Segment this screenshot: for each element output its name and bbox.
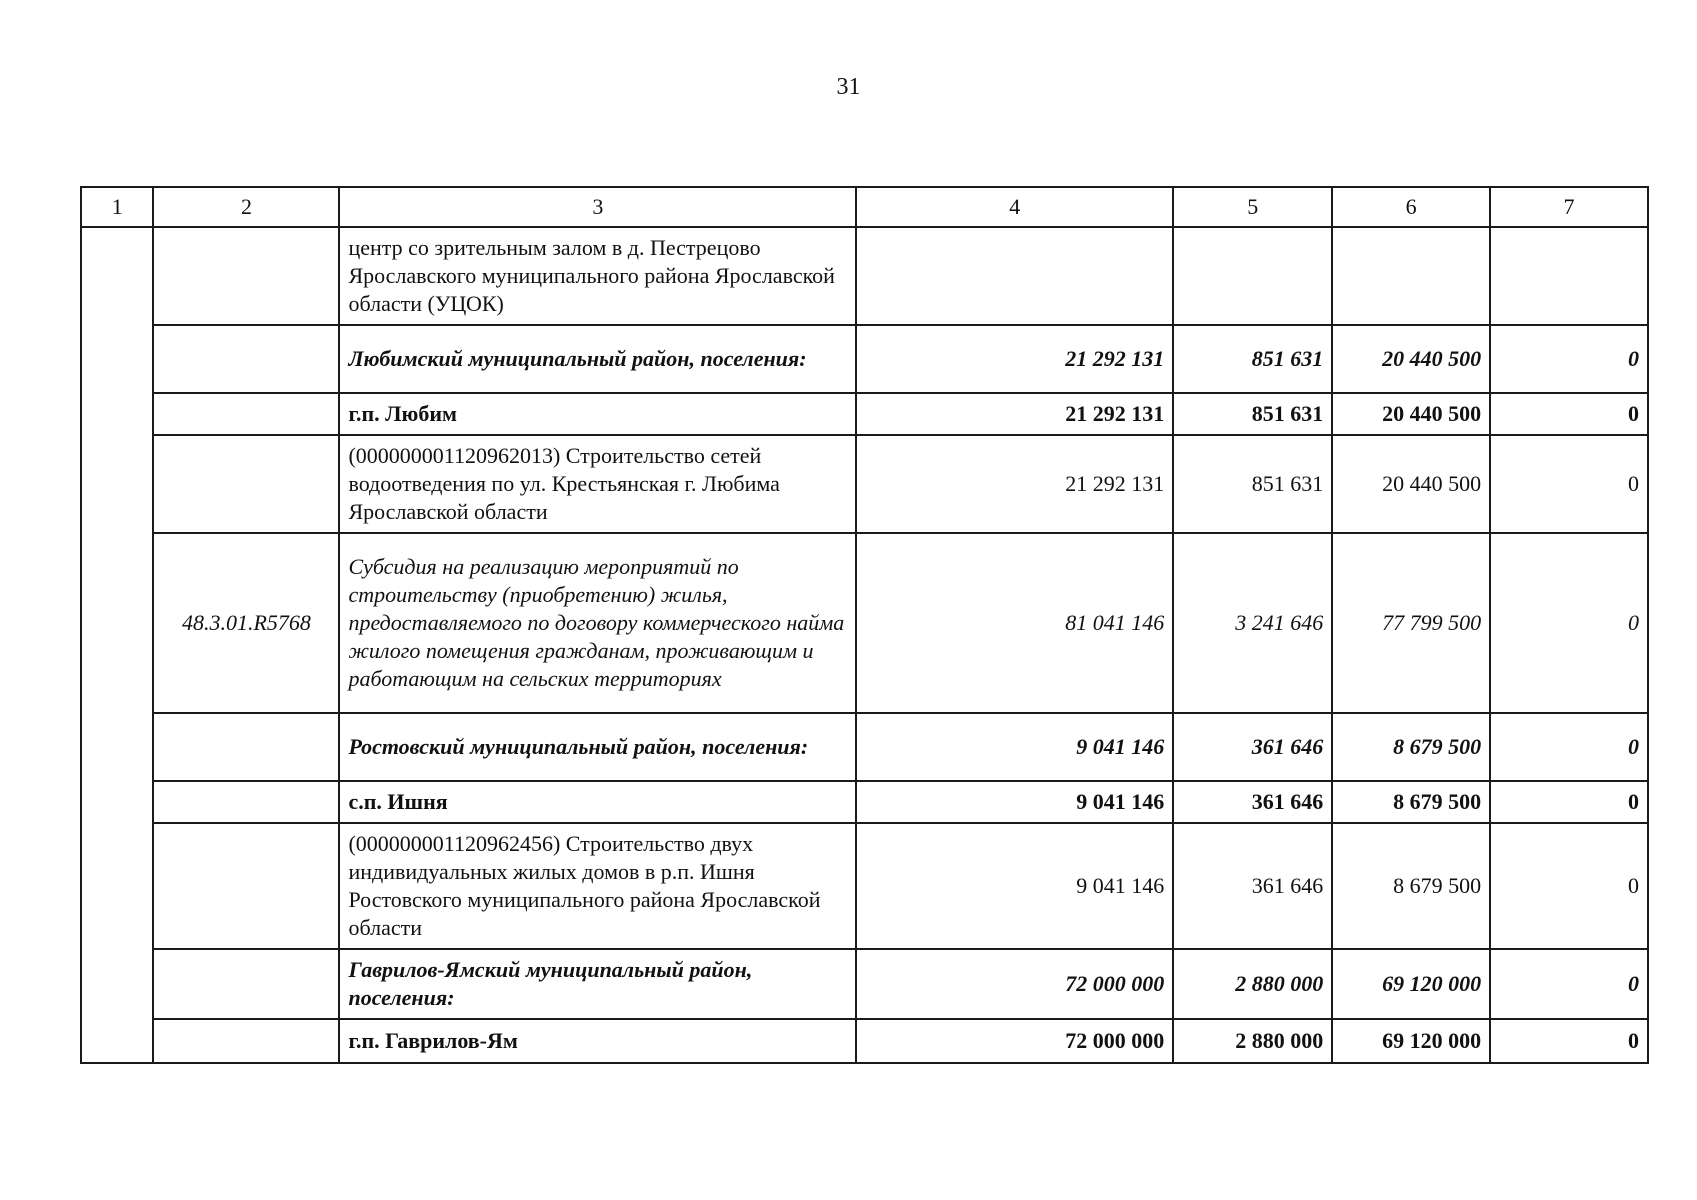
row-number-cell (81, 325, 153, 393)
row-col4-cell: 21 292 131 (856, 325, 1173, 393)
row-col6-cell: 69 120 000 (1332, 949, 1490, 1019)
row-col5-cell (1173, 227, 1332, 325)
row-name-cell: центр со зрительным залом в д. Пестрецово Ярославского муниципального района Ярославской области (УЦОК) (339, 227, 856, 325)
row-col5-cell: 361 646 (1173, 823, 1332, 949)
row-col7-cell: 0 (1490, 325, 1648, 393)
row-name-cell: с.п. Ишня (339, 781, 856, 823)
row-col6-cell: 77 799 500 (1332, 533, 1490, 713)
row-number-cell (81, 781, 153, 823)
table-row (81, 781, 1648, 823)
row-col7-cell: 0 (1490, 533, 1648, 713)
row-number-cell (81, 393, 153, 435)
table-row (81, 227, 1648, 325)
row-name-cell: (000000001120962013) Строительство сетей водоотведения по ул. Крестьянская г. Любима Ярославской области (339, 435, 856, 533)
row-number-cell (81, 823, 153, 949)
row-name-cell: г.п. Любим (339, 393, 856, 435)
row-col4-cell: 9 041 146 (856, 781, 1173, 823)
row-col6-cell: 20 440 500 (1332, 393, 1490, 435)
row-col7-cell (1490, 227, 1648, 325)
row-col4-cell: 72 000 000 (856, 949, 1173, 1019)
header-col-6: 6 (1332, 187, 1490, 227)
row-col6-cell: 20 440 500 (1332, 435, 1490, 533)
row-col4-cell: 21 292 131 (856, 435, 1173, 533)
header-col-4: 4 (856, 187, 1173, 227)
table-row (81, 713, 1648, 781)
row-col6-cell: 20 440 500 (1332, 325, 1490, 393)
row-col7-cell: 0 (1490, 823, 1648, 949)
row-code-cell (153, 393, 339, 435)
row-col6-cell: 8 679 500 (1332, 713, 1490, 781)
row-col7-cell: 0 (1490, 949, 1648, 1019)
row-col7-cell: 0 (1490, 713, 1648, 781)
row-number-cell (81, 713, 153, 781)
table-row (81, 823, 1648, 949)
row-code-cell (153, 781, 339, 823)
row-col7-cell: 0 (1490, 435, 1648, 533)
table-row (81, 533, 1648, 713)
header-col-2: 2 (153, 187, 339, 227)
row-col5-cell: 2 880 000 (1173, 1019, 1332, 1063)
table-row (81, 435, 1648, 533)
row-number-cell (81, 1019, 153, 1063)
header-col-7: 7 (1490, 187, 1648, 227)
row-code-cell (153, 823, 339, 949)
row-number-cell (81, 533, 153, 713)
row-col5-cell: 361 646 (1173, 713, 1332, 781)
row-code-cell (153, 713, 339, 781)
row-col6-cell (1332, 227, 1490, 325)
header-col-5: 5 (1173, 187, 1332, 227)
row-col6-cell: 8 679 500 (1332, 823, 1490, 949)
row-name-cell: Любимский муниципальный район, поселения: (339, 325, 856, 393)
row-name-cell: г.п. Гаврилов-Ям (339, 1019, 856, 1063)
row-col4-cell: 9 041 146 (856, 713, 1173, 781)
row-col5-cell: 2 880 000 (1173, 949, 1332, 1019)
row-code-cell: 48.3.01.R5768 (153, 533, 339, 713)
row-col5-cell: 851 631 (1173, 393, 1332, 435)
row-col4-cell: 72 000 000 (856, 1019, 1173, 1063)
header-row (81, 187, 1648, 227)
row-name-cell: Субсидия на реализацию мероприятий по строительству (приобретению) жилья, предоставляемого по договору коммерческого найма жилого помещения гражданам, проживающим и работающим на сельских территориях (339, 533, 856, 713)
row-col4-cell: 21 292 131 (856, 393, 1173, 435)
row-col7-cell: 0 (1490, 393, 1648, 435)
row-name-cell: Ростовский муниципальный район, поселения: (339, 713, 856, 781)
row-code-cell (153, 325, 339, 393)
row-code-cell (153, 435, 339, 533)
header-col-3: 3 (339, 187, 856, 227)
row-col5-cell: 851 631 (1173, 435, 1332, 533)
row-name-cell: Гаврилов-Ямский муниципальный район, поселения: (339, 949, 856, 1019)
budget-table (80, 186, 1649, 1064)
row-name-cell: (000000001120962456) Строительство двух индивидуальных жилых домов в р.п. Ишня Ростовского муниципального района Ярославской области (339, 823, 856, 949)
row-col5-cell: 851 631 (1173, 325, 1332, 393)
row-col6-cell: 69 120 000 (1332, 1019, 1490, 1063)
row-col7-cell: 0 (1490, 1019, 1648, 1063)
header-col-1: 1 (81, 187, 153, 227)
row-code-cell (153, 949, 339, 1019)
row-col4-cell: 9 041 146 (856, 823, 1173, 949)
table-row (81, 949, 1648, 1019)
budget-table-container (80, 186, 1649, 1064)
row-col5-cell: 361 646 (1173, 781, 1332, 823)
row-number-cell (81, 227, 153, 325)
table-row (81, 1019, 1648, 1063)
table-row (81, 325, 1648, 393)
table-row (81, 393, 1648, 435)
row-col5-cell: 3 241 646 (1173, 533, 1332, 713)
table-body (81, 227, 1648, 1063)
row-code-cell (153, 1019, 339, 1063)
row-col6-cell: 8 679 500 (1332, 781, 1490, 823)
row-col7-cell: 0 (1490, 781, 1648, 823)
row-col4-cell (856, 227, 1173, 325)
row-code-cell (153, 227, 339, 325)
row-col4-cell: 81 041 146 (856, 533, 1173, 713)
page-number: 31 (836, 74, 861, 100)
row-number-cell (81, 435, 153, 533)
row-number-cell (81, 949, 153, 1019)
